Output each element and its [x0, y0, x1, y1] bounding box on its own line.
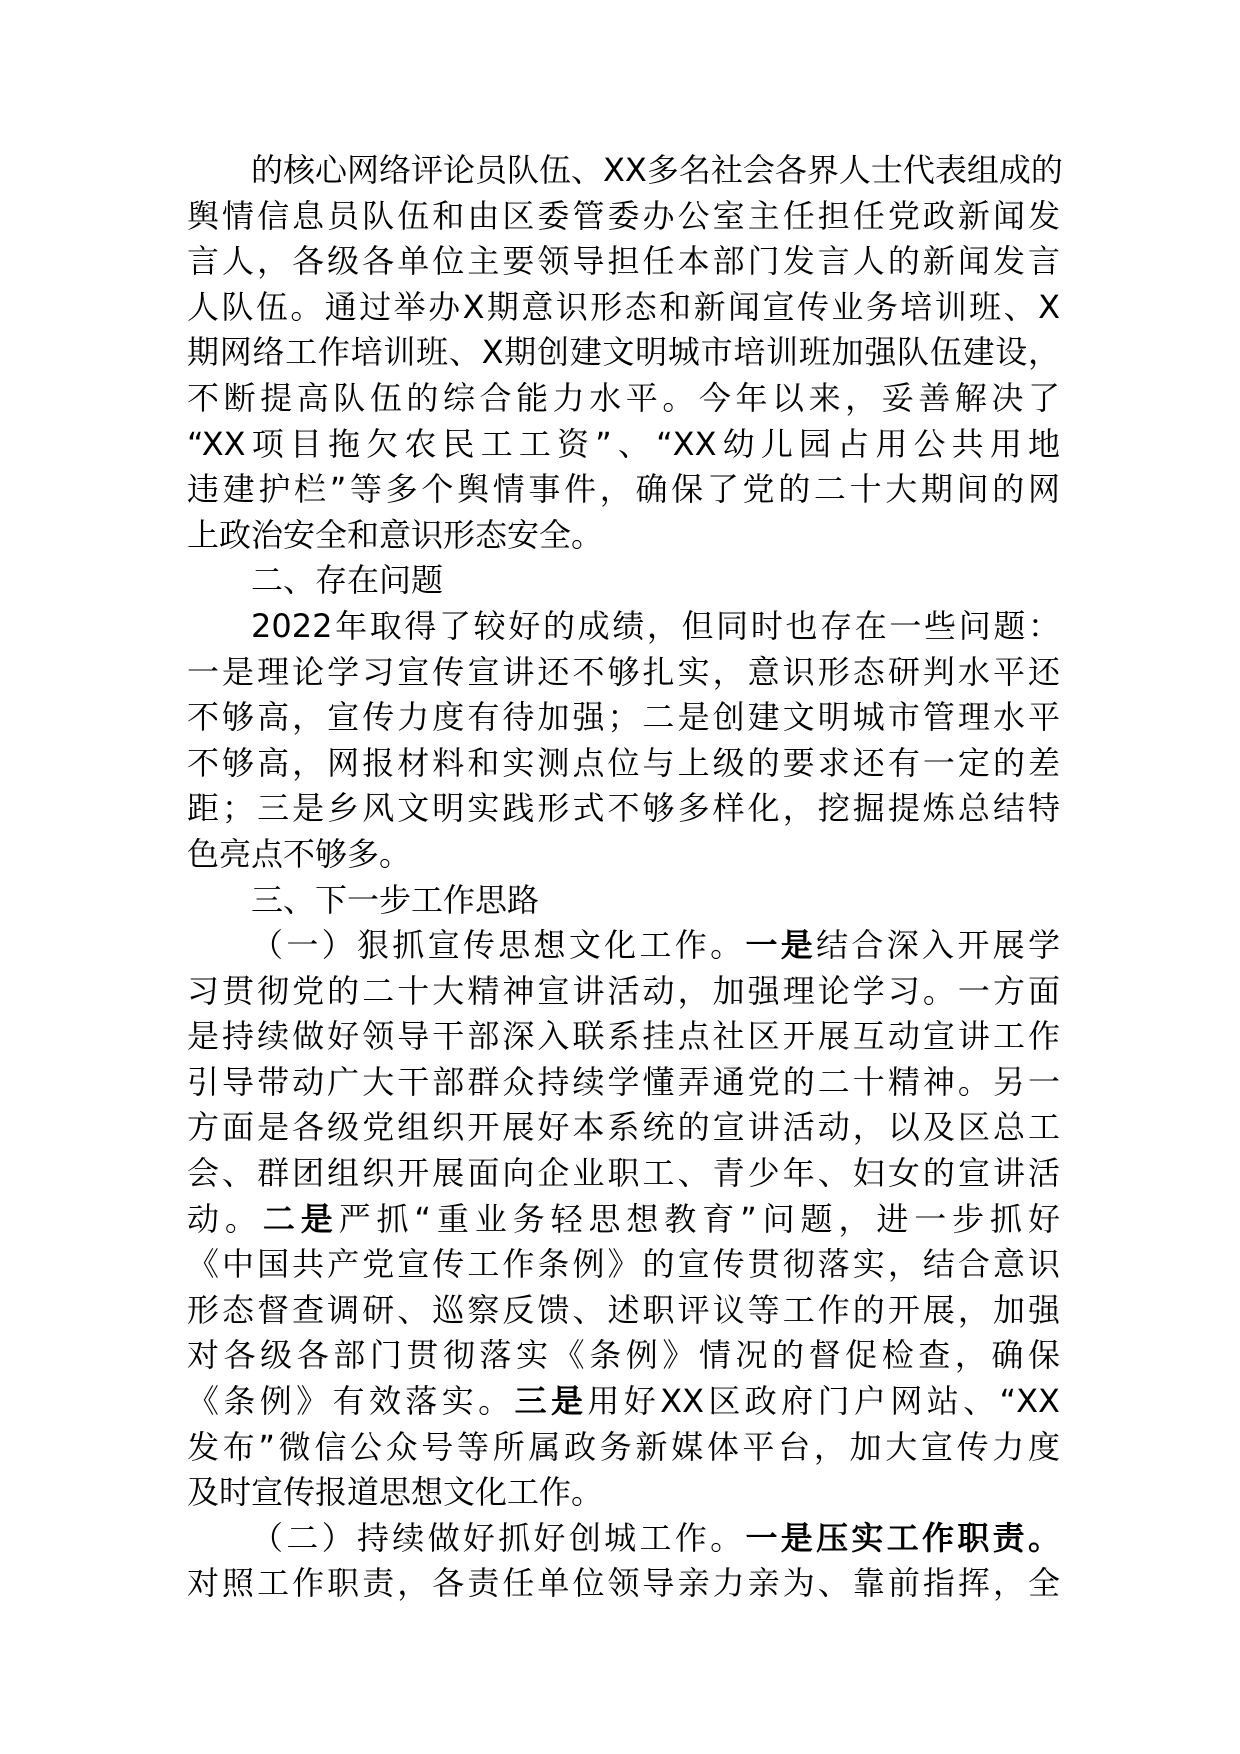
section-heading: [187, 558, 1060, 604]
bold-run: 一是压实工作职责。: [745, 1518, 1060, 1557]
text-line: [187, 923, 1060, 969]
text-line: [187, 695, 1060, 741]
text-line: [187, 1242, 1060, 1288]
text-run: 距；三是乡风文明实践形式不够多样化，挖掘提炼总结特: [187, 789, 1060, 828]
text-run: 的核心网络评论员队伍、XX多名社会各界人士代表组成的: [251, 151, 1063, 189]
text-run: 用好XX区政府门户网站、“XX: [587, 1382, 1060, 1421]
text-line: [187, 376, 1060, 422]
text-line: [187, 650, 1060, 696]
text-line: [187, 1470, 1060, 1516]
text-run: 上政治安全和意识形态安全。: [187, 515, 604, 554]
text-run: （一）狠抓宣传思想文化工作。: [251, 926, 746, 965]
text-line: [187, 1516, 1060, 1562]
text-run: 对各级各部门贯彻落实《条例》情况的督促检查，确保: [187, 1336, 1060, 1375]
text-line: [187, 832, 1060, 878]
text-run: 《中国共产党宣传工作条例》的宣传贯彻落实，结合意识: [187, 1245, 1060, 1284]
text-line: [187, 786, 1060, 832]
text-run: 人队伍。通过举办X期意识形态和新闻宣传业务培训班、X: [187, 287, 1060, 326]
text-line: [187, 1197, 1060, 1243]
text-run: 及时宣传报道思想文化工作。: [187, 1473, 604, 1512]
text-run: 严抓“重业务轻思想教育”问题，进一步抓好: [338, 1199, 1060, 1238]
text-line: [187, 148, 1063, 194]
text-line: [187, 1425, 1060, 1471]
text-run: 引导带动广大干部群众持续学懂弄通党的二十精神。另一: [187, 1062, 1060, 1101]
text-line: [187, 1333, 1060, 1379]
text-line: [187, 239, 1060, 285]
text-line: [187, 422, 1060, 468]
text-run: （二）持续做好抓好创城工作。: [251, 1518, 746, 1557]
text-run: 舆情信息员队伍和由区委管委办公室主任担任党政新闻发: [187, 196, 1060, 235]
text-run: 形态督查调研、巡察反馈、述职评议等工作的开展，加强: [187, 1290, 1060, 1329]
text-line: [187, 1060, 1060, 1106]
text-run: 二、存在问题: [251, 561, 444, 600]
text-run: 结合深入开展学: [816, 926, 1060, 965]
text-run: 《条例》有效落实。: [187, 1382, 515, 1421]
text-line: [187, 1379, 1060, 1425]
text-run: 方面是各级党组织开展好本系统的宣讲活动，以及区总工: [187, 1108, 1060, 1147]
text-line: [187, 1014, 1060, 1060]
section-heading: [187, 878, 1060, 924]
text-line: [187, 969, 1060, 1015]
text-line: [187, 330, 1060, 376]
text-run: 违建护栏”等多个舆情事件，确保了党的二十大期间的网: [187, 470, 1060, 509]
document-page: [187, 148, 1063, 1607]
text-line: [187, 604, 1060, 650]
bold-run: 二是: [262, 1199, 339, 1238]
text-line: [187, 513, 1060, 559]
text-run: 习贯彻党的二十大精神宣讲活动，加强理论学习。一方面: [187, 971, 1060, 1010]
text-run: 是持续做好领导干部深入联系挂点社区开展互动宣讲工作: [187, 1017, 1060, 1056]
text-run: “XX项目拖欠农民工工资”、“XX幼儿园占用公共用地: [187, 424, 1060, 463]
text-run: 对照工作职责，各责任单位领导亲力亲为、靠前指挥，全: [187, 1564, 1060, 1603]
text-run: 言人，各级各单位主要领导担任本部门发言人的新闻发言: [187, 242, 1060, 281]
text-run: 发布”微信公众号等所属政务新媒体平台，加大宣传力度: [187, 1427, 1060, 1466]
text-line: [187, 1151, 1060, 1197]
bold-run: 一是: [745, 926, 817, 965]
text-run: 期网络工作培训班、X期创建文明城市培训班加强队伍建设，: [187, 333, 1060, 372]
text-run: 不够高，网报材料和实测点位与上级的要求还有一定的差: [187, 743, 1060, 782]
text-line: [187, 741, 1060, 787]
text-run: 会、群团组织开展面向企业职工、青少年、妇女的宣讲活: [187, 1154, 1060, 1193]
text-line: [187, 285, 1060, 331]
text-run: 色亮点不够多。: [187, 834, 412, 873]
bold-run: 三是: [514, 1382, 588, 1421]
text-line: [187, 467, 1060, 513]
text-line: [187, 194, 1060, 240]
text-line: [187, 1561, 1060, 1607]
text-run: 三、下一步工作思路: [251, 880, 540, 919]
text-run: 2022年取得了较好的成绩，但同时也存在一些问题：: [251, 606, 1060, 645]
text-run: 不断提高队伍的综合能力水平。今年以来，妥善解决了: [187, 378, 1060, 417]
text-run: 一是理论学习宣传宣讲还不够扎实，意识形态研判水平还: [187, 652, 1060, 691]
text-line: [187, 1288, 1060, 1334]
text-run: 动。: [187, 1199, 263, 1238]
text-run: 不够高，宣传力度有待加强；二是创建文明城市管理水平: [187, 698, 1060, 737]
text-line: [187, 1105, 1060, 1151]
